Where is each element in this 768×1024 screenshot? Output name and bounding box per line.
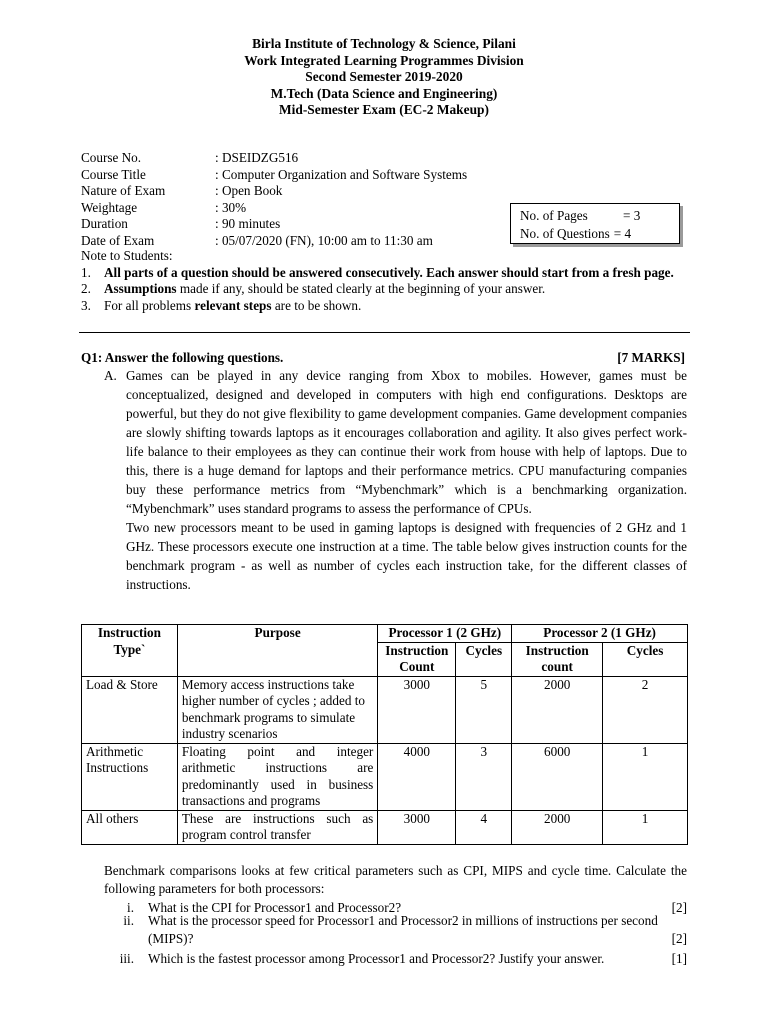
cell-p2-cycles: 1 xyxy=(603,743,688,810)
cell-type: Load & Store xyxy=(82,676,178,743)
question-title: Q1: Answer the following questions. xyxy=(81,350,284,365)
cell-p2-cycles: 2 xyxy=(603,676,688,743)
cell-purpose: These are instructions such as program control transfer xyxy=(177,810,377,844)
note-bold: Assumptions xyxy=(104,281,177,296)
course-details xyxy=(81,150,501,250)
sub-question-text-cont: (MIPS)? xyxy=(148,931,194,946)
sub-question-marks: [2] xyxy=(671,931,687,946)
header-instruction-type: Instruction Type` xyxy=(82,625,178,677)
meta-label: Nature of Exam xyxy=(81,183,166,199)
cell-p1-count: 3000 xyxy=(378,676,456,743)
part-label: A. xyxy=(104,368,117,383)
table-row xyxy=(82,743,688,810)
meta-value: : Computer Organization and Software Systems xyxy=(215,166,468,182)
sub-question-marks: [2] xyxy=(671,900,687,915)
part-a-paragraph-2: Two new processors meant to be used in gaming laptops is designed with frequencies of 2 GHz and 1 GHz. These processors execute one instruction at a time. The table below gives instruction counts for the benchmark program - as well as number of cycles each instruction take, for the different classes of instructions. xyxy=(126,520,687,592)
question-part-a xyxy=(104,366,687,594)
institute-name: Birla Institute of Technology & Science, Pilani xyxy=(252,36,516,51)
sub-question-text: What is the processor speed for Processor1 and Processor2 in millions of instructions per second xyxy=(148,913,658,928)
notes-title: Note to Students: xyxy=(81,248,173,263)
pages-label: No. of Pages xyxy=(520,208,588,223)
meta-label: Duration xyxy=(81,216,128,232)
benchmark-paragraph: Benchmark comparisons looks at few critical parameters such as CPI, MIPS and cycle time. Calculate the following parameters for both processors: xyxy=(104,863,687,896)
sub-question-number: iii. xyxy=(119,951,134,966)
note-number: 1. xyxy=(81,264,91,280)
table-row xyxy=(82,810,688,844)
header-p1-count: Instruction Count xyxy=(378,642,456,676)
meta-row-weightage xyxy=(81,200,501,217)
cell-p2-count: 2000 xyxy=(512,676,603,743)
sub-question-line xyxy=(148,930,687,948)
cell-p1-count: 3000 xyxy=(378,810,456,844)
sub-question-row xyxy=(104,950,687,968)
note-item xyxy=(81,298,687,315)
question-marks: [7 MARKS] xyxy=(617,350,685,365)
exam-header xyxy=(0,36,768,119)
meta-row-course-title xyxy=(81,167,501,184)
questions-value: = 4 xyxy=(613,226,632,241)
header-purpose: Purpose xyxy=(177,625,377,677)
note-text xyxy=(104,298,361,315)
meta-label: Date of Exam xyxy=(81,232,155,248)
instruction-table xyxy=(81,624,688,845)
meta-value: : 05/07/2020 (FN), 10:00 am to 11:30 am xyxy=(215,232,433,248)
table-header-row xyxy=(82,625,688,643)
header-processor-2: Processor 2 (1 GHz) xyxy=(512,625,688,643)
cell-p1-count: 4000 xyxy=(378,743,456,810)
cell-p2-count: 6000 xyxy=(512,743,603,810)
questions-label: No. of Questions xyxy=(520,226,610,241)
cell-p1-cycles: 4 xyxy=(456,810,512,844)
note-item xyxy=(81,265,687,282)
notes-section xyxy=(81,248,687,314)
part-a-paragraph-1: Games can be played in any device ranging from Xbox to mobiles. However, games must be conceptualized, designed and developed in computers with high end configurations. Desktops are powerful, but they do not give flexibility to game development companies. Game development companies are slowly shifting towards laptops as it encourages collaboration and agility. It also gives perfect work-life balance to their employees as they can continue their work from house with help of laptops. Due to this, there is a huge demand for laptops and their performance metrics. CPU manufacturing companies buy these performance metrics from “Mybenchmark” which is a benchmarking organization. “Mybenchmark” uses standard programs to assess the performance of CPUs. xyxy=(126,368,687,516)
sub-question-iii xyxy=(104,950,687,968)
program-name: M.Tech (Data Science and Engineering) xyxy=(270,85,498,101)
meta-label: Course No. xyxy=(81,150,142,165)
sub-question-line xyxy=(148,950,687,968)
meta-label: Course Title xyxy=(81,166,146,182)
table-row xyxy=(82,676,688,743)
sub-question-marks: [1] xyxy=(671,951,687,966)
questions-row xyxy=(520,225,679,243)
cell-p2-count: 2000 xyxy=(512,810,603,844)
header-p1-cycles: Cycles xyxy=(456,642,512,676)
note-pre: For all problems xyxy=(104,297,195,313)
note-rest: made if any, should be stated clearly at the beginning of your answer. xyxy=(176,281,546,296)
note-number: 3. xyxy=(81,297,91,313)
meta-row-course-no xyxy=(81,150,501,167)
sub-question-row xyxy=(104,912,687,948)
note-number: 2. xyxy=(81,281,91,296)
cell-p1-cycles: 3 xyxy=(456,743,512,810)
sub-question-text: What is the CPI for Processor1 and Processor2? xyxy=(148,900,402,915)
pages-info-box xyxy=(510,203,680,244)
sub-question-number: ii. xyxy=(123,913,134,928)
header-processor-1: Processor 1 (2 GHz) xyxy=(378,625,512,643)
pages-value: = 3 xyxy=(623,208,641,223)
cell-p2-cycles: 1 xyxy=(603,810,688,844)
cell-type: Arithmetic Instructions xyxy=(82,743,178,810)
meta-value: : DSEIDZG516 xyxy=(215,150,299,165)
sub-question-number: i. xyxy=(127,900,134,915)
exam-title: Mid-Semester Exam (EC-2 Makeup) xyxy=(279,102,489,117)
cell-p1-cycles: 5 xyxy=(456,676,512,743)
pages-row xyxy=(520,207,679,225)
note-post: are to be shown. xyxy=(271,297,362,313)
cell-type: All others xyxy=(82,810,178,844)
section-divider xyxy=(79,332,690,333)
note-text: All parts of a question should be answered consecutively. Each answer should start from a fresh page. xyxy=(104,264,674,280)
header-p2-count: Instruction count xyxy=(512,642,603,676)
semester: Second Semester 2019-2020 xyxy=(305,69,463,84)
note-bold: relevant steps xyxy=(194,297,272,313)
note-text xyxy=(104,281,545,298)
meta-value: : 90 minutes xyxy=(215,216,281,232)
division-name: Work Integrated Learning Programmes Division xyxy=(244,52,524,68)
meta-label: Weightage xyxy=(81,199,138,215)
sub-question-body xyxy=(148,912,687,948)
cell-purpose: Floating point and integer arithmetic instructions are predominantly used in business transactions and programs xyxy=(177,743,377,810)
cell-purpose: Memory access instructions take higher number of cycles ; added to benchmark programs to simulate industry scenarios xyxy=(177,676,377,743)
sub-question-ii xyxy=(104,912,687,948)
meta-value: : 30% xyxy=(215,199,247,215)
meta-value: : Open Book xyxy=(215,183,283,199)
header-p2-cycles: Cycles xyxy=(603,642,688,676)
question-heading xyxy=(81,350,685,366)
meta-row-nature xyxy=(81,183,501,200)
sub-question-text: Which is the fastest processor among Processor1 and Processor2? Justify your answer. xyxy=(148,951,605,966)
meta-row-duration xyxy=(81,216,501,233)
note-item xyxy=(81,281,687,298)
